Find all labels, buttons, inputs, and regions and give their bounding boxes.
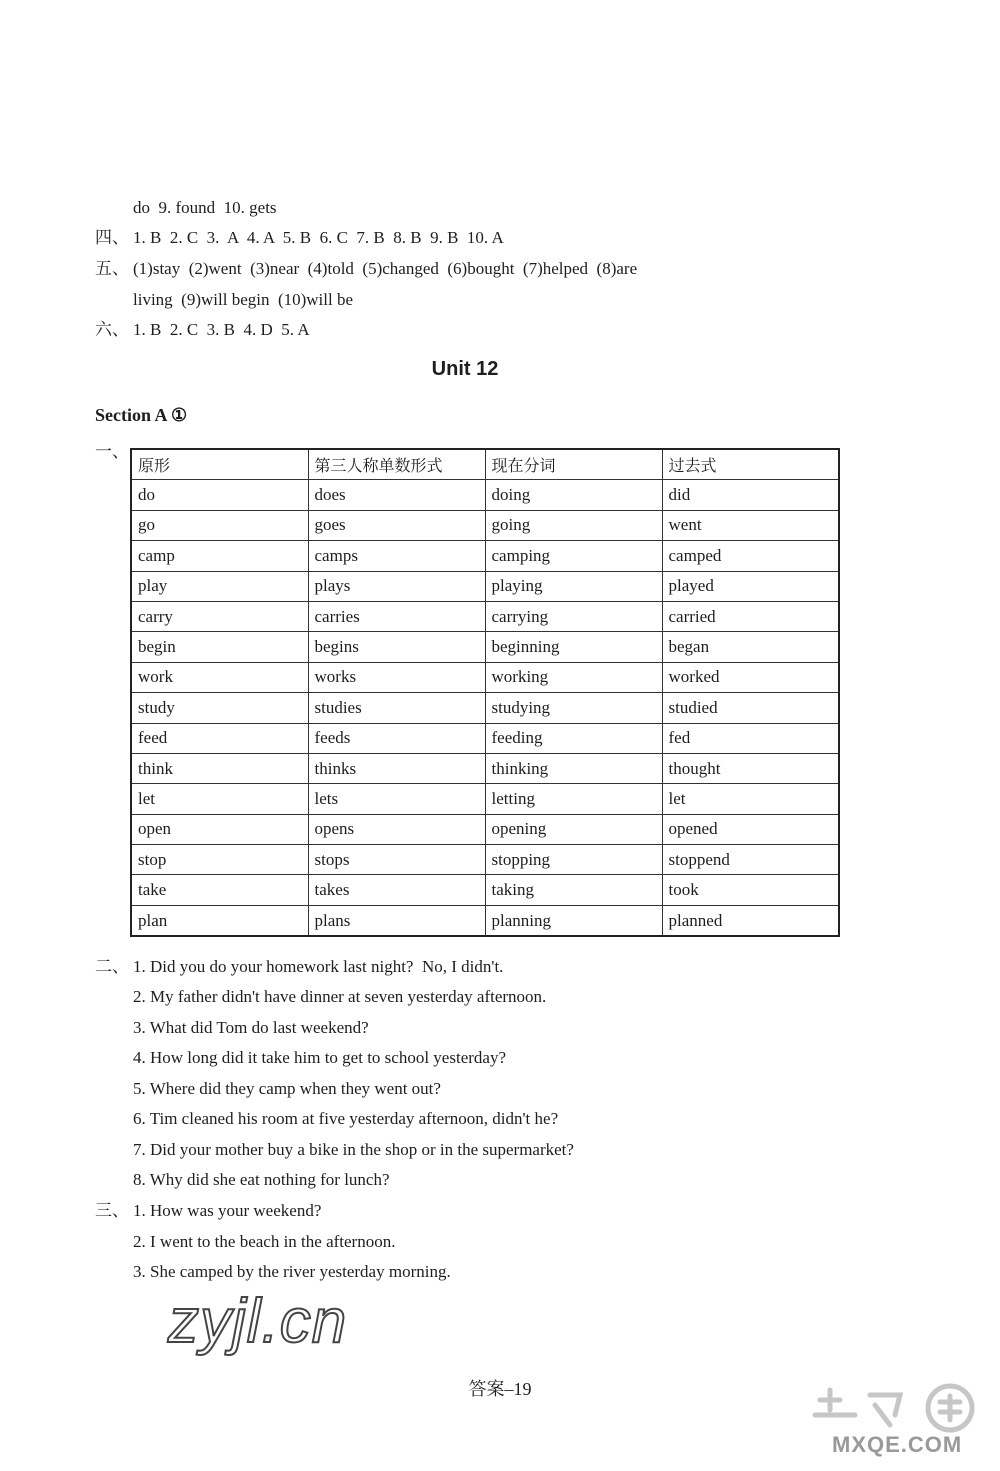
table-row <box>131 693 839 723</box>
cell-third: camps <box>308 541 485 571</box>
watermark-logo-text: MXQE.COM <box>832 1432 963 1457</box>
table-row <box>131 875 839 905</box>
question-6-answers: 1. B 2. C 3. B 4. D 5. A <box>133 320 310 339</box>
cell-base: take <box>131 875 308 905</box>
question-5-label: 五、 <box>95 259 129 278</box>
table-row <box>131 541 839 571</box>
cell-participle: stopping <box>485 845 662 875</box>
header-base-form: 原形 <box>131 449 308 480</box>
cell-past: planned <box>662 905 839 936</box>
cell-past: camped <box>662 541 839 571</box>
cell-participle: opening <box>485 814 662 844</box>
cell-participle: beginning <box>485 632 662 662</box>
cell-third: plays <box>308 571 485 601</box>
cell-base: camp <box>131 541 308 571</box>
page-number: 答案–19 <box>468 1379 532 1399</box>
question-3-item-1: 1. How was your weekend? <box>133 1201 322 1220</box>
cell-past: went <box>662 510 839 540</box>
cell-past: worked <box>662 662 839 692</box>
table-row <box>131 510 839 540</box>
table-row <box>131 753 839 783</box>
cell-past: stoppend <box>662 845 839 875</box>
cell-participle: carrying <box>485 601 662 631</box>
cell-past: took <box>662 875 839 905</box>
cell-base: do <box>131 480 308 510</box>
question-2-item-8: 8. Why did she eat nothing for lunch? <box>133 1170 390 1189</box>
header-past-tense: 过去式 <box>662 449 839 480</box>
question-2-item-3: 3. What did Tom do last weekend? <box>133 1018 369 1037</box>
cell-third: goes <box>308 510 485 540</box>
table-row <box>131 601 839 631</box>
cell-third: does <box>308 480 485 510</box>
cell-participle: camping <box>485 541 662 571</box>
question-2-item-7: 7. Did your mother buy a bike in the shop or in the supermarket? <box>133 1140 574 1159</box>
question-4-label: 四、 <box>95 228 129 247</box>
table-row <box>131 662 839 692</box>
cell-base: think <box>131 753 308 783</box>
cell-third: works <box>308 662 485 692</box>
question-1-label: 一、 <box>95 442 129 461</box>
cell-base: begin <box>131 632 308 662</box>
cell-base: open <box>131 814 308 844</box>
cell-base: carry <box>131 601 308 631</box>
cell-third: studies <box>308 693 485 723</box>
question-6-label: 六、 <box>95 320 129 339</box>
cell-past: began <box>662 632 839 662</box>
cell-past: did <box>662 480 839 510</box>
cell-third: thinks <box>308 753 485 783</box>
question-4-answers: 1. B 2. C 3. A 4. A 5. B 6. C 7. B 8. B 9. B 10. A <box>133 228 504 247</box>
cell-base: let <box>131 784 308 814</box>
table-row <box>131 723 839 753</box>
table-row <box>131 814 839 844</box>
cell-past: carried <box>662 601 839 631</box>
cell-third: plans <box>308 905 485 936</box>
cell-third: opens <box>308 814 485 844</box>
question-3-item-2: 2. I went to the beach in the afternoon. <box>133 1232 396 1251</box>
section-title: Section A ① <box>95 405 188 425</box>
header-third-person: 第三人称单数形式 <box>308 449 485 480</box>
cell-third: lets <box>308 784 485 814</box>
cell-third: stops <box>308 845 485 875</box>
table-row <box>131 480 839 510</box>
cell-base: study <box>131 693 308 723</box>
question-2-item-6: 6. Tim cleaned his room at five yesterday afternoon, didn't he? <box>133 1109 559 1128</box>
cell-participle: taking <box>485 875 662 905</box>
cell-participle: planning <box>485 905 662 936</box>
watermark-text: zyjl.cn <box>168 1287 348 1356</box>
cell-participle: thinking <box>485 753 662 783</box>
cell-participle: studying <box>485 693 662 723</box>
verb-forms-table <box>130 448 840 937</box>
table-row <box>131 571 839 601</box>
cell-base: play <box>131 571 308 601</box>
cell-base: work <box>131 662 308 692</box>
cell-past: played <box>662 571 839 601</box>
table-row <box>131 845 839 875</box>
question-2-item-4: 4. How long did it take him to get to school yesterday? <box>133 1048 506 1067</box>
question-5-answers-cont: living (9)will begin (10)will be <box>133 290 354 309</box>
cell-third: carries <box>308 601 485 631</box>
question-3-label: 三、 <box>95 1201 129 1220</box>
cell-past: fed <box>662 723 839 753</box>
answer-line-8-10: do 9. found 10. gets <box>133 198 277 217</box>
cell-base: go <box>131 510 308 540</box>
cell-participle: playing <box>485 571 662 601</box>
cell-past: opened <box>662 814 839 844</box>
cell-participle: feeding <box>485 723 662 753</box>
cell-participle: going <box>485 510 662 540</box>
header-present-participle: 现在分词 <box>485 449 662 480</box>
cell-past: studied <box>662 693 839 723</box>
table-header-row <box>131 449 839 480</box>
cell-third: feeds <box>308 723 485 753</box>
table-row <box>131 905 839 936</box>
table-row <box>131 784 839 814</box>
cell-base: feed <box>131 723 308 753</box>
unit-title: Unit 12 <box>431 358 499 380</box>
cell-participle: letting <box>485 784 662 814</box>
cell-past: thought <box>662 753 839 783</box>
question-3-item-3: 3. She camped by the river yesterday morning. <box>133 1262 451 1281</box>
cell-participle: working <box>485 662 662 692</box>
question-2-label: 二、 <box>95 957 129 976</box>
table-row <box>131 632 839 662</box>
cell-third: begins <box>308 632 485 662</box>
question-5-answers: (1)stay (2)went (3)near (4)told (5)changed (6)bought (7)helped (8)are <box>133 259 638 278</box>
cell-base: plan <box>131 905 308 936</box>
cell-third: takes <box>308 875 485 905</box>
question-2-item-1: 1. Did you do your homework last night? No, I didn't. <box>133 957 504 976</box>
cell-past: let <box>662 784 839 814</box>
cell-participle: doing <box>485 480 662 510</box>
question-2-item-5: 5. Where did they camp when they went out? <box>133 1079 441 1098</box>
cell-base: stop <box>131 845 308 875</box>
question-2-item-2: 2. My father didn't have dinner at seven yesterday afternoon. <box>133 987 547 1006</box>
